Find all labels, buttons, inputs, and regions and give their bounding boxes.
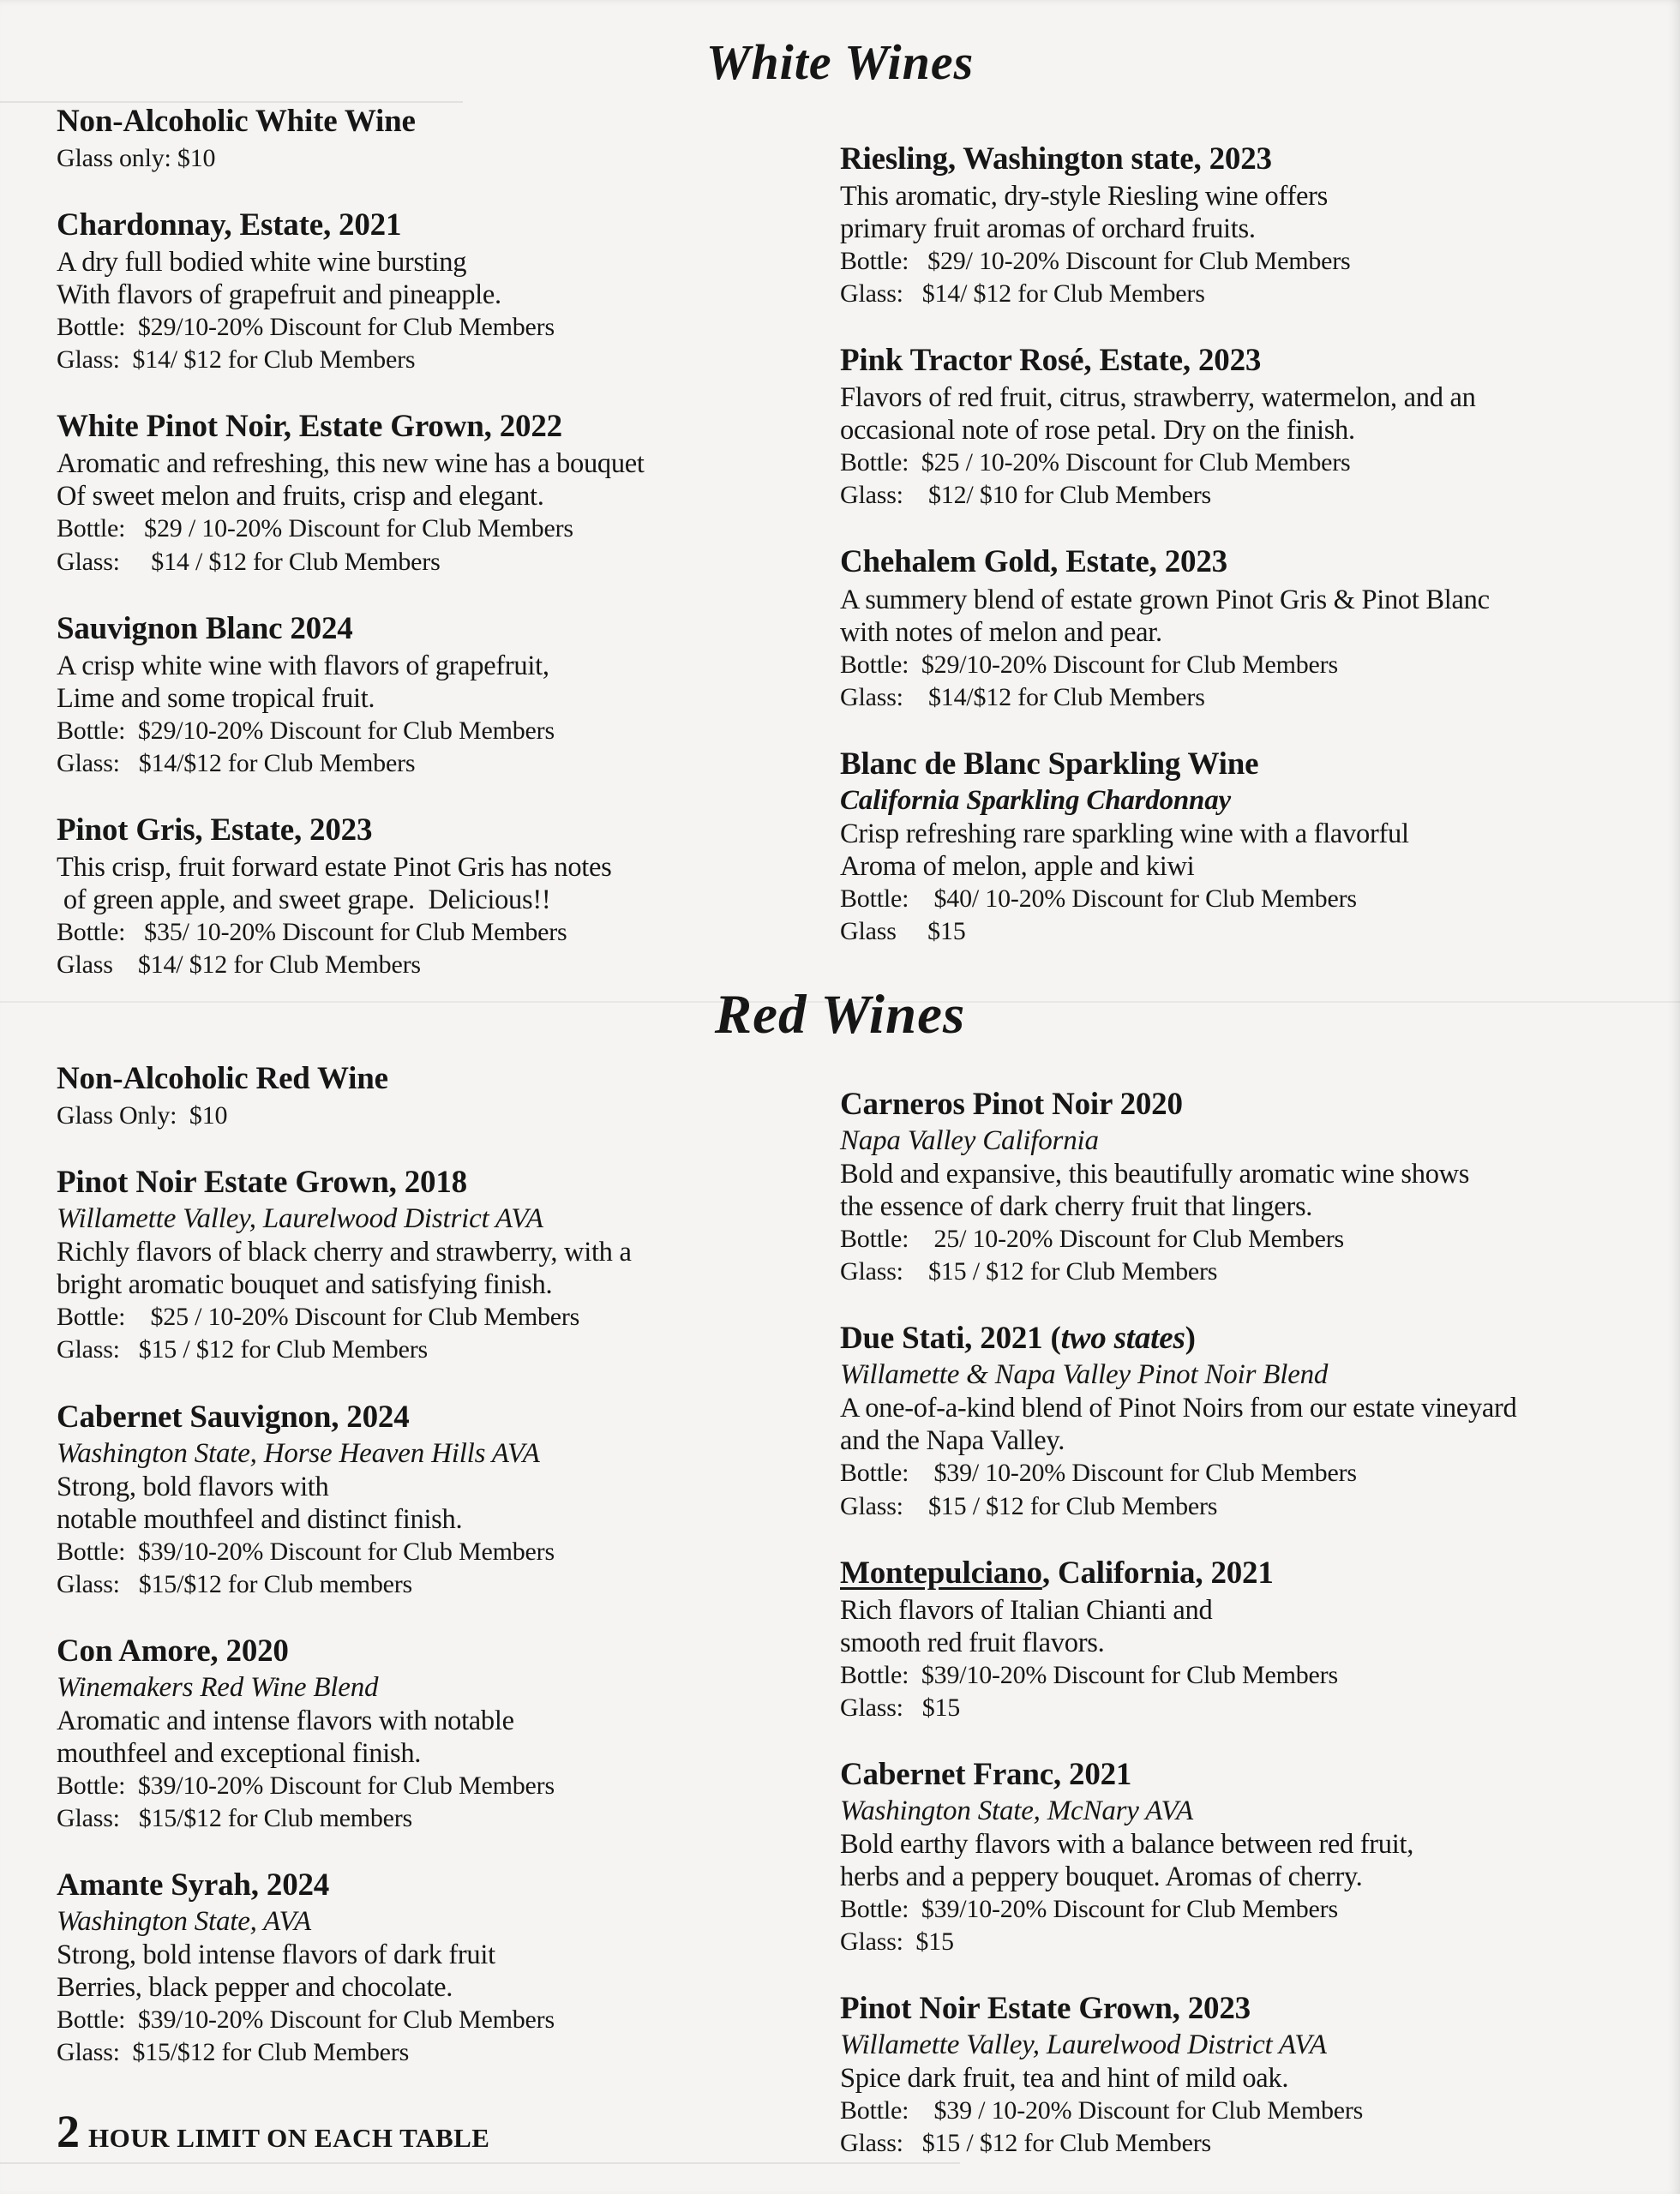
wine-price-line: Bottle: $39/10-20% Discount for Club Members <box>840 1660 1338 1689</box>
wine-description-line: Strong, bold intense flavors of dark fruit <box>57 1939 495 1971</box>
wine-price-line: Glass: $15 <box>840 1693 961 1722</box>
wine-subtitle: Napa Valley California <box>840 1125 1099 1157</box>
scan-seam <box>0 2162 960 2164</box>
wine-description-line: Aroma of melon, apple and kiwi <box>840 850 1195 882</box>
wine-name <box>840 140 1647 178</box>
wine-description-line: occasional note of rose petal. Dry on the finish. <box>840 415 1355 447</box>
wine-item <box>840 1554 1647 1724</box>
table-limit-note <box>57 2106 804 2158</box>
red-wines-left-column <box>57 1052 804 2160</box>
wine-name <box>57 102 804 141</box>
wine-name-part: Pinot Gris, Estate, 2023 <box>57 812 373 848</box>
wine-price-line: Glass: $15/$12 for Club members <box>57 1804 413 1832</box>
wine-name <box>840 745 1647 783</box>
scan-seam <box>0 1001 1680 1003</box>
wine-description-line: Bold and expansive, this beautifully aromatic wine shows <box>840 1159 1470 1190</box>
wine-description-line: mouthfeel and exceptional finish. <box>57 1737 422 1769</box>
wine-name-part: Non-Alcoholic White Wine <box>57 103 416 139</box>
white-wines-right-column <box>840 97 1647 982</box>
wine-name-part: Carneros Pinot Noir 2020 <box>840 1087 1183 1123</box>
white-wines-left-column <box>57 97 804 982</box>
wine-item <box>57 1398 804 1601</box>
wine-item <box>840 341 1647 512</box>
wine-name <box>57 609 804 648</box>
wine-description-line: Berries, black pepper and chocolate. <box>57 1972 453 2004</box>
wine-name <box>840 543 1647 581</box>
wine-description-line: smooth red fruit flavors. <box>840 1627 1105 1658</box>
wine-item <box>57 102 804 175</box>
wine-price-line: Glass: $15 / $12 for Club Members <box>840 1257 1218 1286</box>
wine-subtitle: Washington State, McNary AVA <box>840 1795 1193 1827</box>
wine-price-line: Glass: $15/$12 for Club Members <box>57 2038 410 2067</box>
wine-price-line: Bottle: $39/10-20% Discount for Club Members <box>840 1895 1338 1924</box>
wine-name <box>840 1319 1647 1358</box>
wine-name-part: Amante Syrah, 2024 <box>57 1867 330 1903</box>
wine-price-line: Glass $14/ $12 for Club Members <box>57 950 421 980</box>
wine-price-line: Glass: $14/$12 for Club Members <box>57 748 416 777</box>
wine-price-line: Bottle: $39 / 10-20% Discount for Club Members <box>840 2096 1364 2125</box>
wine-name-part: Pinot Noir Estate Grown, 2023 <box>840 1991 1251 2027</box>
wine-description-line: Spice dark fruit, tea and hint of mild oak. <box>840 2063 1289 2095</box>
wine-price-line: Bottle: $29/ 10-20% Discount for Club Members <box>840 246 1351 275</box>
wine-item <box>57 206 804 376</box>
wine-description-line: A dry full bodied white wine bursting <box>57 247 467 279</box>
wine-description-line: Rich flavors of Italian Chianti and <box>840 1594 1213 1626</box>
wine-price-line: Bottle: $40/ 10-20% Discount for Club Members <box>840 884 1357 913</box>
wine-name-part: Chehalem Gold, Estate, 2023 <box>840 544 1227 580</box>
wine-description-line: Aromatic and intense flavors with notable <box>57 1705 514 1736</box>
wine-name-part: Cabernet Sauvignon, 2024 <box>57 1399 410 1435</box>
wine-item <box>840 543 1647 713</box>
wine-price-line: Glass only: $10 <box>57 143 216 172</box>
wine-price-line: Glass: $15 / $12 for Club Members <box>840 2129 1211 2158</box>
section-white-wines <box>0 0 1680 981</box>
wine-name-part: Riesling, Washington state, 2023 <box>840 141 1272 177</box>
wine-subtitle: Willamette Valley, Laurelwood District AVA <box>57 1203 543 1235</box>
wine-price-line: Bottle: $25 / 10-20% Discount for Club Members <box>57 1303 580 1332</box>
wine-name-part: White Pinot Noir, Estate Grown, 2022 <box>57 409 562 445</box>
wine-description-line: the essence of dark cherry fruit that lingers. <box>840 1191 1313 1223</box>
wine-description-line: A one-of-a-kind blend of Pinot Noirs from our estate vineyard <box>840 1393 1517 1424</box>
wine-name <box>57 206 804 244</box>
wine-description-line: Bold earthy flavors with a balance between red fruit, <box>840 1829 1414 1860</box>
wine-price-line: Bottle: $29/10-20% Discount for Club Members <box>57 313 555 342</box>
wine-price-line: Glass: $14/ $12 for Club Members <box>57 345 416 375</box>
wine-price-line: Glass: $12/ $10 for Club Members <box>840 481 1211 510</box>
wine-item <box>57 1632 804 1835</box>
wine-description-line: herbs and a peppery bouquet. Aromas of cherry. <box>840 1861 1363 1893</box>
wine-item <box>57 407 804 578</box>
wine-name-part: Pink Tractor Rosé, Estate, 2023 <box>840 343 1262 379</box>
wine-name-part: Pinot Noir Estate Grown, 2018 <box>57 1165 467 1201</box>
wine-price-line: Glass: $14/ $12 for Club Members <box>840 279 1205 308</box>
wine-subtitle: California Sparkling Chardonnay <box>840 784 1231 816</box>
red-wines-columns <box>0 1047 1680 2160</box>
wine-name <box>57 1866 804 1904</box>
wine-item <box>840 1085 1647 1288</box>
wine-description-line: bright aromatic bouquet and satisfying finish. <box>57 1269 553 1301</box>
wine-price-line: Bottle: $35/ 10-20% Discount for Club Members <box>57 918 567 947</box>
wine-price-line: Bottle: $39/10-20% Discount for Club Members <box>57 1771 555 1800</box>
wine-subtitle: Willamette Valley, Laurelwood District AVA <box>840 2029 1327 2061</box>
wine-name <box>840 1755 1647 1794</box>
wine-item <box>57 609 804 780</box>
wine-name <box>840 1989 1647 2028</box>
white-wines-columns <box>0 92 1680 982</box>
red-wines-right-column <box>840 1052 1647 2160</box>
table-limit-text: HOUR LIMIT ON EACH TABLE <box>88 2123 490 2154</box>
wine-name <box>840 1085 1647 1124</box>
wine-name <box>57 1059 804 1098</box>
wine-description-line: With flavors of grapefruit and pineapple. <box>57 279 501 311</box>
wine-description-line: notable mouthfeel and distinct finish. <box>57 1503 463 1535</box>
wine-description-line: Aromatic and refreshing, this new wine has a bouquet <box>57 448 645 480</box>
wine-price-line: Glass: $14 / $12 for Club Members <box>57 547 441 576</box>
wine-name <box>57 1632 804 1670</box>
wine-price-line: Glass: $15/$12 for Club members <box>57 1569 413 1598</box>
wine-name <box>57 811 804 849</box>
wine-description-line: primary fruit aromas of orchard fruits. <box>840 213 1256 244</box>
wine-description-line: Lime and some tropical fruit. <box>57 682 375 714</box>
wine-item <box>840 745 1647 948</box>
wine-price-line: Glass $15 <box>840 916 966 945</box>
wine-name <box>840 1554 1647 1592</box>
wine-price-line: Glass: $14/$12 for Club Members <box>840 682 1205 711</box>
wine-name-part: , California, 2021 <box>1041 1555 1274 1591</box>
wine-item <box>840 140 1647 310</box>
wine-description-line: Flavors of red fruit, citrus, strawberry, watermelon, and an <box>840 382 1476 414</box>
wine-description-line: A summery blend of estate grown Pinot Gris & Pinot Blanc <box>840 584 1490 615</box>
wine-name-part: two states <box>1060 1321 1185 1357</box>
wine-item <box>57 1059 804 1132</box>
wine-item <box>57 1866 804 2069</box>
wine-name-part: Montepulciano <box>840 1555 1042 1591</box>
wine-price-line: Bottle: $29/10-20% Discount for Club Members <box>57 716 555 745</box>
wine-name-part: Blanc de Blanc Sparkling Wine <box>840 746 1259 782</box>
wine-subtitle: Winemakers Red Wine Blend <box>57 1671 379 1703</box>
wine-item <box>840 1989 1647 2160</box>
wine-item <box>57 811 804 981</box>
wine-price-line: Bottle: $39/ 10-20% Discount for Club Members <box>840 1459 1357 1488</box>
wine-description-line: This crisp, fruit forward estate Pinot Gris has notes <box>57 852 612 884</box>
wine-name-part: Non-Alcoholic Red Wine <box>57 1061 388 1097</box>
wine-item <box>57 1163 804 1366</box>
wine-price-line: Glass: $15 <box>840 1927 954 1957</box>
wine-name-part: Con Amore, 2020 <box>57 1633 289 1669</box>
wine-name <box>840 341 1647 380</box>
wine-name <box>57 1398 804 1436</box>
wine-description-line: Richly flavors of black cherry and strawberry, with a <box>57 1237 632 1268</box>
wine-price-line: Bottle: $29 / 10-20% Discount for Club Members <box>57 514 573 543</box>
table-limit-hours: 2 <box>57 2106 80 2158</box>
wine-subtitle: Willamette & Napa Valley Pinot Noir Blend <box>840 1359 1329 1391</box>
wine-subtitle: Washington State, AVA <box>57 1906 311 1938</box>
wine-name-part: Chardonnay, Estate, 2021 <box>57 207 402 243</box>
wine-price-line: Bottle: 25/ 10-20% Discount for Club Members <box>840 1225 1345 1254</box>
wine-price-line: Glass: $15 / $12 for Club Members <box>840 1491 1218 1520</box>
wine-price-line: Bottle: $25 / 10-20% Discount for Club Members <box>840 448 1351 477</box>
wine-description-line: This aromatic, dry-style Riesling wine offers <box>840 180 1328 212</box>
scan-seam <box>0 101 463 103</box>
white-wines-title: White Wines <box>705 34 975 90</box>
wine-price-line: Glass Only: $10 <box>57 1101 228 1130</box>
wine-price-line: Bottle: $29/10-20% Discount for Club Members <box>840 650 1338 679</box>
wine-name-part: Sauvignon Blanc 2024 <box>57 610 353 646</box>
wine-item <box>840 1755 1647 1958</box>
wine-subtitle: Washington State, Horse Heaven Hills AVA <box>57 1437 540 1469</box>
wine-description-line: and the Napa Valley. <box>840 1425 1065 1457</box>
wine-name <box>57 1163 804 1202</box>
wine-item <box>840 1319 1647 1522</box>
wine-price-line: Glass: $15 / $12 for Club Members <box>57 1335 428 1364</box>
wine-name-part: ) <box>1185 1321 1196 1357</box>
wine-price-line: Bottle: $39/10-20% Discount for Club Members <box>57 1537 555 1566</box>
wine-description-line: Crisp refreshing rare sparkling wine with a flavorful <box>840 818 1409 849</box>
wine-price-line: Bottle: $39/10-20% Discount for Club Members <box>57 2005 555 2035</box>
wine-description-line: of green apple, and sweet grape. Delicious!! <box>57 884 551 916</box>
wine-description-line: Strong, bold flavors with <box>57 1471 329 1502</box>
wine-description-line: with notes of melon and pear. <box>840 616 1162 648</box>
wine-name <box>57 407 804 446</box>
wine-description-line: A crisp white wine with flavors of grapefruit, <box>57 650 549 681</box>
red-wines-title: Red Wines <box>714 984 966 1046</box>
section-red-wines <box>0 983 1680 2160</box>
wine-name-part: Cabernet Franc, 2021 <box>840 1756 1132 1792</box>
wine-name-part: Due Stati, 2021 ( <box>840 1321 1061 1357</box>
wine-description-line: Of sweet melon and fruits, crisp and elegant. <box>57 481 544 513</box>
